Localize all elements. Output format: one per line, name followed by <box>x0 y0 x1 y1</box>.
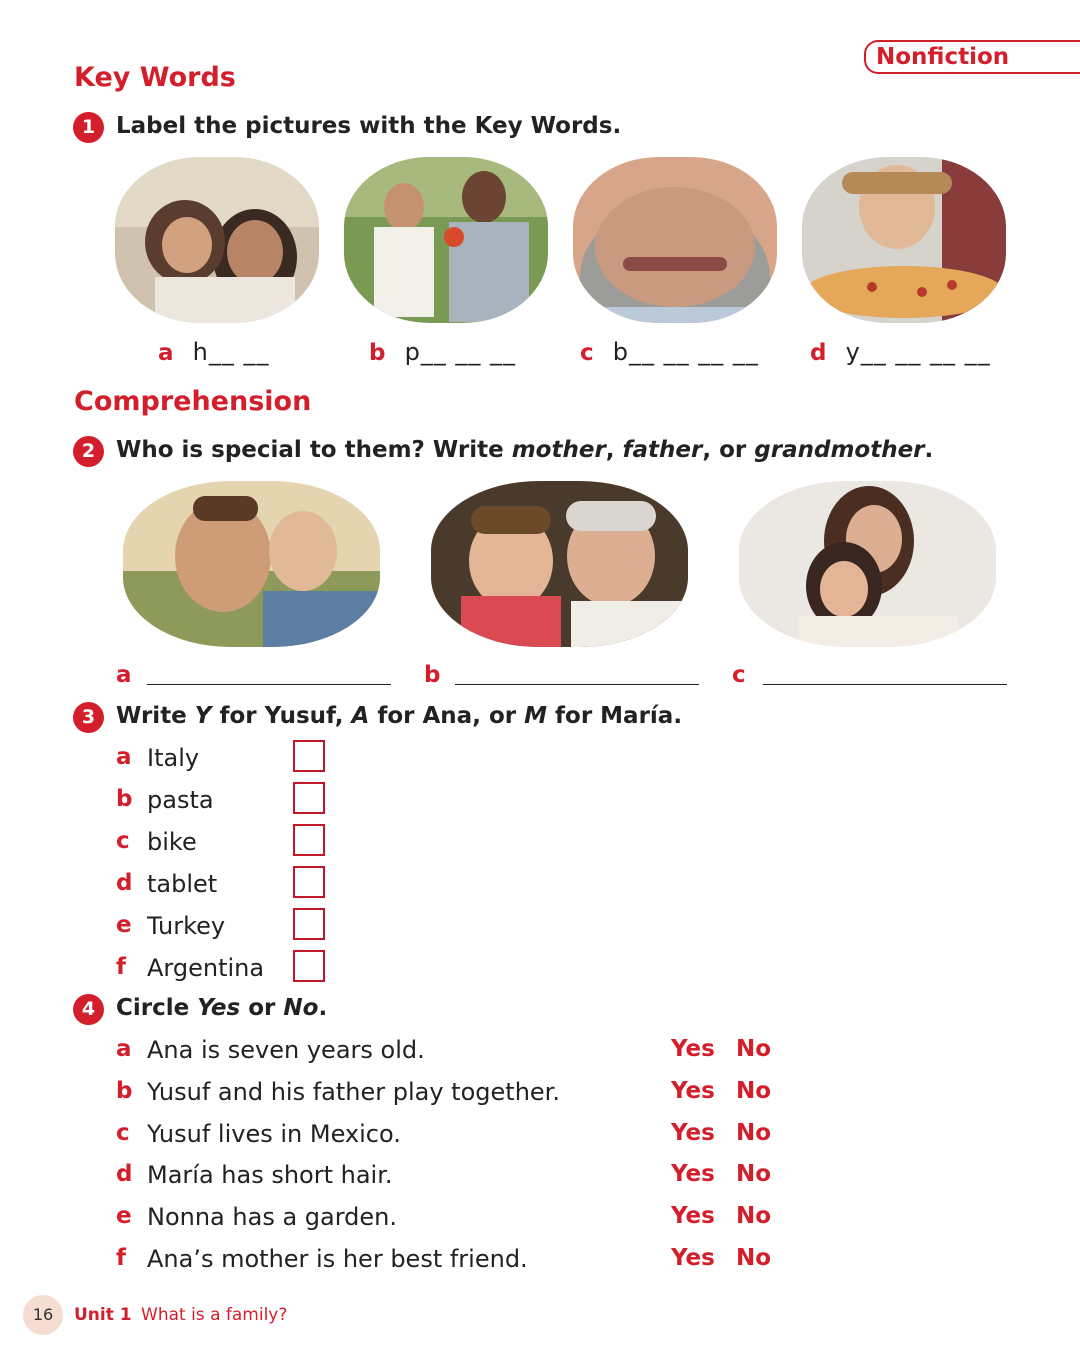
yes-option[interactable]: Yes <box>671 1036 715 1062</box>
instruction-text: Who is special to them? Write <box>116 437 512 463</box>
photo-parent-gardening-with-child <box>344 157 548 323</box>
exercise-4-instruction <box>116 995 327 1021</box>
item-letter: d <box>810 340 827 366</box>
letter-m: M <box>524 703 547 729</box>
no-option[interactable]: No <box>736 1036 772 1062</box>
key-word-blank-c[interactable]: b__ __ __ __ <box>612 338 759 366</box>
exercise-4-item-d <box>116 1161 776 1187</box>
answer-b-line[interactable] <box>455 684 699 685</box>
word-mother: mother <box>511 437 606 463</box>
item-letter: f <box>116 1245 127 1271</box>
photo-grandmother-and-granddaughter <box>431 481 688 647</box>
yes-option[interactable]: Yes <box>671 1120 715 1146</box>
item-letter: e <box>116 1203 132 1229</box>
exercise-1-instruction: Label the pictures with the Key Words. <box>116 113 622 139</box>
item-letter: e <box>116 912 132 938</box>
statement-text: Ana is seven years old. <box>147 1036 425 1064</box>
section-tag <box>864 40 1080 74</box>
instruction-text: for Ana, or <box>369 703 525 729</box>
item-letter: a <box>116 1036 132 1062</box>
exercise-3-number: 3 <box>73 702 104 733</box>
exercise-3-item-f <box>116 954 265 982</box>
exercise-2-number: 2 <box>73 436 104 467</box>
item-letter: b <box>116 786 133 812</box>
word-father: father <box>622 437 703 463</box>
exercise-2-instruction <box>116 437 933 463</box>
period: . <box>924 437 934 463</box>
answer-b-letter: b <box>424 662 441 688</box>
exercise-4-item-f <box>116 1245 776 1271</box>
item-letter: d <box>116 1161 133 1187</box>
key-word-blank-b[interactable]: p__ __ __ <box>404 338 517 366</box>
item-text: Turkey <box>147 912 226 940</box>
item-text: pasta <box>147 786 214 814</box>
item-letter: f <box>116 954 127 980</box>
exercise-4-item-b <box>116 1078 776 1104</box>
item-letter: b <box>369 340 386 366</box>
footer-title: What is a family? <box>141 1305 288 1325</box>
answer-a-line[interactable] <box>147 684 391 685</box>
page-number: 16 <box>23 1295 63 1335</box>
letter-a: A <box>351 703 370 729</box>
instruction-text: Write <box>116 703 195 729</box>
exercise-3-item-d <box>116 870 218 898</box>
key-word-blank-a[interactable]: h__ __ <box>192 338 270 366</box>
statement-text: María has short hair. <box>147 1161 393 1189</box>
answer-c-line[interactable] <box>763 684 1007 685</box>
answer-box-e[interactable] <box>293 908 325 940</box>
photo-boy-with-pizza <box>802 157 1006 323</box>
instruction-text: for María. <box>547 703 683 729</box>
no-option[interactable]: No <box>736 1161 772 1187</box>
answer-box-d[interactable] <box>293 866 325 898</box>
word-yes: Yes <box>197 995 241 1021</box>
statement-text: Yusuf lives in Mexico. <box>147 1120 401 1148</box>
answer-box-b[interactable] <box>293 782 325 814</box>
answer-box-a[interactable] <box>293 740 325 772</box>
no-option[interactable]: No <box>736 1078 772 1104</box>
exercise-4-number: 4 <box>73 994 104 1025</box>
section-tag-label: Nonfiction <box>876 44 1010 70</box>
key-word-item-c <box>580 338 759 366</box>
exercise-3-item-c <box>116 828 197 856</box>
exercise-4-item-a <box>116 1036 776 1062</box>
exercise-3-item-b <box>116 786 214 814</box>
statement-text: Yusuf and his father play together. <box>147 1078 560 1106</box>
comprehension-heading: Comprehension <box>74 386 312 417</box>
statement-text: Nonna has a garden. <box>147 1203 398 1231</box>
no-option[interactable]: No <box>736 1120 772 1146</box>
letter-y: Y <box>194 703 212 729</box>
item-text: bike <box>147 828 197 856</box>
separator: , or <box>702 437 755 463</box>
answer-box-c[interactable] <box>293 824 325 856</box>
key-word-item-d <box>810 338 991 366</box>
yes-option[interactable]: Yes <box>671 1078 715 1104</box>
exercise-3-item-a <box>116 744 200 772</box>
item-letter: c <box>580 340 594 366</box>
instruction-text: or <box>240 995 284 1021</box>
answer-c-letter: c <box>732 662 746 688</box>
item-letter: c <box>116 1120 130 1146</box>
instruction-text: Circle <box>116 995 198 1021</box>
photo-bearded-man <box>573 157 777 323</box>
key-words-heading: Key Words <box>74 62 236 93</box>
exercise-1-number: 1 <box>73 112 104 143</box>
no-option[interactable]: No <box>736 1203 772 1229</box>
word-no: No <box>283 995 319 1021</box>
instruction-text: for Yusuf, <box>211 703 352 729</box>
period: . <box>318 995 328 1021</box>
key-word-blank-d[interactable]: y__ __ __ __ <box>845 338 991 366</box>
item-letter: d <box>116 870 133 896</box>
no-option[interactable]: No <box>736 1245 772 1271</box>
photo-mother-and-daughter <box>739 481 996 647</box>
word-grandmother: grandmother <box>754 437 925 463</box>
item-letter: a <box>158 340 174 366</box>
exercise-4-item-e <box>116 1203 776 1229</box>
item-letter: b <box>116 1078 133 1104</box>
yes-option[interactable]: Yes <box>671 1203 715 1229</box>
answer-box-f[interactable] <box>293 950 325 982</box>
footer-unit-title <box>74 1305 287 1325</box>
yes-option[interactable]: Yes <box>671 1245 715 1271</box>
answer-a-letter: a <box>116 662 132 688</box>
photo-mother-hugging-child <box>115 157 319 323</box>
item-letter: a <box>116 744 132 770</box>
item-text: Italy <box>147 744 200 772</box>
separator: , <box>605 437 623 463</box>
yes-option[interactable]: Yes <box>671 1161 715 1187</box>
exercise-4-item-c <box>116 1120 776 1146</box>
exercise-3-item-e <box>116 912 226 940</box>
photo-father-and-son <box>123 481 380 647</box>
exercise-3-instruction <box>116 703 682 729</box>
item-letter: c <box>116 828 130 854</box>
item-text: tablet <box>147 870 218 898</box>
footer-unit: Unit 1 <box>74 1305 132 1325</box>
key-word-item-b <box>369 338 516 366</box>
key-word-item-a <box>158 338 269 366</box>
item-text: Argentina <box>147 954 265 982</box>
statement-text: Ana’s mother is her best friend. <box>147 1245 528 1273</box>
